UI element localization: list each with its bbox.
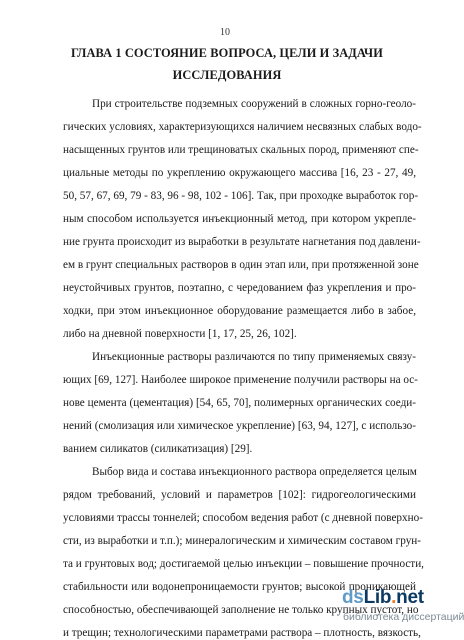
- chapter-heading-line-1: ГЛАВА 1 СОСТОЯНИЕ ВОПРОСА, ЦЕЛИ И ЗАДАЧИ: [71, 46, 383, 60]
- text-line: Выбор вида и состава инъекционного раствора определяется целым: [92, 466, 417, 478]
- text-line: 50, 57, 67, 69, 79 - 83, 96 - 98, 102 - 106]. Так, при проходке выработок гор-: [63, 190, 419, 202]
- text-line: нений (смолизация или химическое укрепление) [63, 94, 127], с использо-: [63, 420, 416, 432]
- text-line: способностью, обеспечивающей заполнение не только крупных пустот, но: [63, 604, 419, 616]
- text-line: рядом требований, условий и параметров [102]: гидрогеологическими: [63, 489, 416, 501]
- page-number: 10: [220, 27, 230, 38]
- logo-lib: Lib: [363, 587, 392, 608]
- text-line: Инъекционные растворы различаются по типу применяемых связу-: [92, 351, 416, 363]
- text-line: ходки, при этом инъекционное оборудование размещается либо в забое,: [63, 305, 416, 317]
- text-line: та и грунтовых вод; достигаемой целью инъекции – повышение прочности,: [63, 558, 424, 570]
- text-line: ным способом используется инъекционный метод, при котором укрепле-: [63, 213, 416, 225]
- text-line: нове цемента (цементация) [54, 65, 70], полимерных органических соеди-: [63, 397, 416, 409]
- text-line: ющих [69, 127]. Наиболее широкое применение получили растворы на ос-: [63, 374, 418, 386]
- logo-net: net: [396, 587, 424, 608]
- text-line: ванием силикатов (силикатизация) [29].: [63, 443, 253, 455]
- logo-ds: ds: [342, 587, 364, 608]
- text-line: неустойчивых грунтов, поэтапно, с чередованием фаз укрепления и про-: [63, 282, 416, 294]
- text-line: сти, из выработки и т.п.); минералогическим и химическим составом грун-: [63, 535, 422, 547]
- text-line: гических условиях, характеризующихся наличием несвязных слабых водо-: [63, 121, 422, 133]
- text-line: циальные методы по укреплению окружающего массива [16, 23 - 27, 49,: [63, 167, 416, 179]
- text-line: условиями трассы тоннелей; способом ведения работ (с дневной поверхно-: [63, 512, 423, 524]
- logo-dot: .: [391, 587, 397, 608]
- text-line: либо на дневной поверхности [1, 17, 25, 26, 102].: [63, 328, 297, 340]
- text-line: насыщенных грунтов или трещиноватых скальных пород, применяют спе-: [63, 144, 419, 156]
- text-line: ем в грунт специальных растворов в один этап или, при протяженной зоне: [63, 259, 419, 271]
- chapter-heading-line-2: ИССЛЕДОВАНИЯ: [172, 68, 282, 82]
- text-line: стабильности или водонепроницаемости грунтов; высокой проникающей: [63, 581, 416, 593]
- text-line: и трещин; технологическими параметрами раствора – плотность, вязкость,: [63, 627, 421, 639]
- dslib-watermark-logo: [342, 587, 424, 609]
- text-line: ние грунта происходит из выработки в результате нагнетания под давлени-: [63, 236, 421, 248]
- watermark-caption: библиотека диссертаций: [343, 611, 464, 623]
- text-line: При строительстве подземных сооружений в сложных горно-геоло-: [92, 98, 416, 110]
